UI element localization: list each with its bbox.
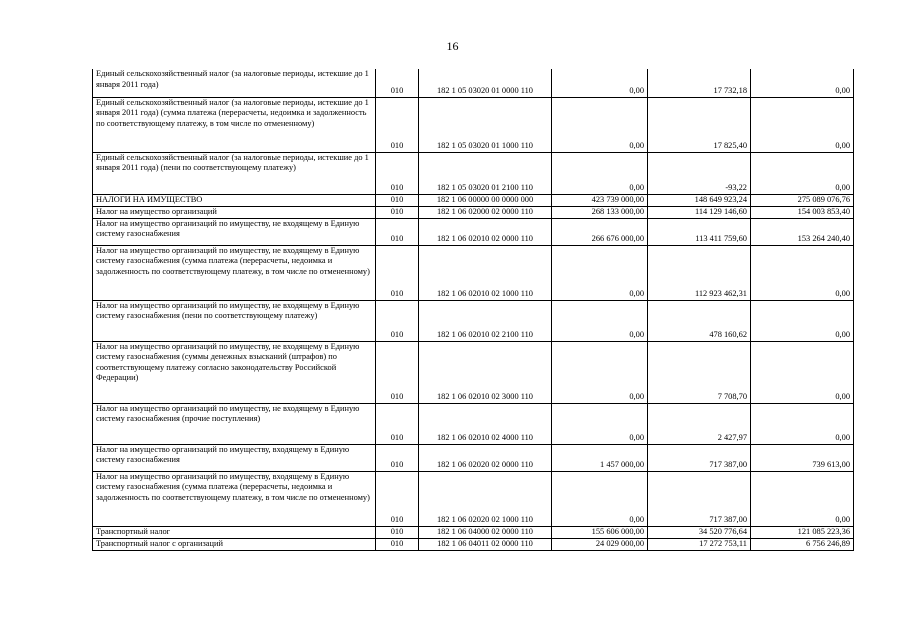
row-kbk-cell: 182 1 05 03020 01 1000 110 <box>419 97 552 152</box>
row-name-cell: Налог на имущество организаций по имуществу, входящему в Единую систему газоснабжения <box>93 444 376 471</box>
row-executed-cell: 7 708,70 <box>648 341 751 403</box>
row-executed-cell: 717 387,00 <box>648 444 751 471</box>
row-kbk-cell: 182 1 05 03020 01 0000 110 <box>419 69 552 97</box>
row-code-cell: 010 <box>376 471 419 526</box>
row-remainder-cell: 0,00 <box>751 300 854 341</box>
row-remainder-cell: 0,00 <box>751 69 854 97</box>
row-code-cell: 010 <box>376 206 419 218</box>
table-row <box>93 341 854 403</box>
row-plan-cell: 0,00 <box>552 69 648 97</box>
row-kbk-cell: 182 1 05 03020 01 2100 110 <box>419 152 552 194</box>
row-kbk-cell: 182 1 06 02020 02 0000 110 <box>419 444 552 471</box>
row-code-cell: 010 <box>376 152 419 194</box>
row-executed-cell: 2 427,97 <box>648 403 751 444</box>
row-kbk-cell: 182 1 06 02010 02 0000 110 <box>419 218 552 245</box>
row-code-cell: 010 <box>376 300 419 341</box>
row-plan-cell: 423 739 000,00 <box>552 194 648 206</box>
row-code-cell: 010 <box>376 538 419 550</box>
row-kbk-cell: 182 1 06 04011 02 0000 110 <box>419 538 552 550</box>
row-code-cell: 010 <box>376 194 419 206</box>
row-name-cell: Налог на имущество организаций по имуществу, не входящему в Единую систему газоснабжения (прочие поступления) <box>93 403 376 444</box>
row-code-cell: 010 <box>376 403 419 444</box>
row-kbk-cell: 182 1 06 04000 02 0000 110 <box>419 526 552 538</box>
table-row <box>93 245 854 300</box>
row-plan-cell: 0,00 <box>552 471 648 526</box>
table-row <box>93 444 854 471</box>
table-row <box>93 69 854 97</box>
row-remainder-cell: 121 085 223,36 <box>751 526 854 538</box>
row-executed-cell: 114 129 146,60 <box>648 206 751 218</box>
income-report-table <box>92 69 854 551</box>
row-code-cell: 010 <box>376 444 419 471</box>
row-remainder-cell: 153 264 240,40 <box>751 218 854 245</box>
row-plan-cell: 0,00 <box>552 97 648 152</box>
row-plan-cell: 155 606 000,00 <box>552 526 648 538</box>
row-plan-cell: 266 676 000,00 <box>552 218 648 245</box>
row-plan-cell: 0,00 <box>552 245 648 300</box>
row-executed-cell: 34 520 776,64 <box>648 526 751 538</box>
table-row <box>93 97 854 152</box>
row-remainder-cell: 739 613,00 <box>751 444 854 471</box>
row-remainder-cell: 0,00 <box>751 245 854 300</box>
row-name-cell: Единый сельскохозяйственный налог (за налоговые периоды, истекшие до 1 января 2011 года) (пени по соответствующему платежу) <box>93 152 376 194</box>
row-plan-cell: 0,00 <box>552 300 648 341</box>
row-name-cell: Налог на имущество организаций по имуществу, не входящему в Единую систему газоснабжения (суммы денежных взысканий (штрафов) по соответствующему платежу согласно законодательству Российской Федерации) <box>93 341 376 403</box>
row-name-cell: Налог на имущество организаций по имуществу, не входящему в Единую систему газоснабжения (пени по соответствующему платежу) <box>93 300 376 341</box>
row-executed-cell: 17 732,18 <box>648 69 751 97</box>
row-code-cell: 010 <box>376 526 419 538</box>
row-remainder-cell: 0,00 <box>751 97 854 152</box>
row-name-cell: Транспортный налог <box>93 526 376 538</box>
row-kbk-cell: 182 1 06 02010 02 4000 110 <box>419 403 552 444</box>
row-plan-cell: 0,00 <box>552 403 648 444</box>
page-number: 16 <box>446 39 459 53</box>
table-row <box>93 194 854 206</box>
row-kbk-cell: 182 1 06 02010 02 3000 110 <box>419 341 552 403</box>
row-executed-cell: 17 272 753,11 <box>648 538 751 550</box>
row-kbk-cell: 182 1 06 02010 02 1000 110 <box>419 245 552 300</box>
row-name-cell: Налог на имущество организаций по имуществу, входящему в Единую систему газоснабжения (сумма платежа (перерасчеты, недоимка и задолженность по соответствующему платежу, в том числе по отмененному) <box>93 471 376 526</box>
row-kbk-cell: 182 1 06 02020 02 1000 110 <box>419 471 552 526</box>
row-executed-cell: -93,22 <box>648 152 751 194</box>
row-name-cell: Налог на имущество организаций по имуществу, не входящему в Единую систему газоснабжения (сумма платежа (перерасчеты, недоимка и задолженность по соответствующему платежу, в том числе по отмененному) <box>93 245 376 300</box>
row-plan-cell: 268 133 000,00 <box>552 206 648 218</box>
row-code-cell: 010 <box>376 218 419 245</box>
row-remainder-cell: 154 003 853,40 <box>751 206 854 218</box>
table-row <box>93 152 854 194</box>
row-kbk-cell: 182 1 06 00000 00 0000 000 <box>419 194 552 206</box>
row-remainder-cell: 0,00 <box>751 152 854 194</box>
row-executed-cell: 148 649 923,24 <box>648 194 751 206</box>
row-name-cell: Налог на имущество организаций <box>93 206 376 218</box>
row-name-cell: Налог на имущество организаций по имуществу, не входящему в Единую систему газоснабжения <box>93 218 376 245</box>
row-remainder-cell: 0,00 <box>751 341 854 403</box>
table-row <box>93 300 854 341</box>
row-plan-cell: 1 457 000,00 <box>552 444 648 471</box>
row-plan-cell: 24 029 000,00 <box>552 538 648 550</box>
row-name-cell: Транспортный налог с организаций <box>93 538 376 550</box>
row-executed-cell: 112 923 462,31 <box>648 245 751 300</box>
row-kbk-cell: 182 1 06 02000 02 0000 110 <box>419 206 552 218</box>
table-row <box>93 403 854 444</box>
row-remainder-cell: 0,00 <box>751 403 854 444</box>
row-executed-cell: 717 387,00 <box>648 471 751 526</box>
row-executed-cell: 17 825,40 <box>648 97 751 152</box>
table-row <box>93 206 854 218</box>
row-code-cell: 010 <box>376 341 419 403</box>
row-executed-cell: 478 160,62 <box>648 300 751 341</box>
row-name-cell: НАЛОГИ НА ИМУЩЕСТВО <box>93 194 376 206</box>
table-row <box>93 218 854 245</box>
row-remainder-cell: 0,00 <box>751 471 854 526</box>
row-code-cell: 010 <box>376 245 419 300</box>
row-remainder-cell: 6 756 246,89 <box>751 538 854 550</box>
row-name-cell: Единый сельскохозяйственный налог (за налоговые периоды, истекшие до 1 января 2011 года) (сумма платежа (перерасчеты, недоимка и задолженность по соответствующему платежу, в том числе по отмененному) <box>93 97 376 152</box>
row-remainder-cell: 275 089 076,76 <box>751 194 854 206</box>
row-kbk-cell: 182 1 06 02010 02 2100 110 <box>419 300 552 341</box>
table-row <box>93 538 854 550</box>
row-executed-cell: 113 411 759,60 <box>648 218 751 245</box>
row-code-cell: 010 <box>376 97 419 152</box>
row-code-cell: 010 <box>376 69 419 97</box>
table-row <box>93 471 854 526</box>
row-name-cell: Единый сельскохозяйственный налог (за налоговые периоды, истекшие до 1 января 2011 года) <box>93 69 376 97</box>
row-plan-cell: 0,00 <box>552 341 648 403</box>
table-row <box>93 526 854 538</box>
row-plan-cell: 0,00 <box>552 152 648 194</box>
